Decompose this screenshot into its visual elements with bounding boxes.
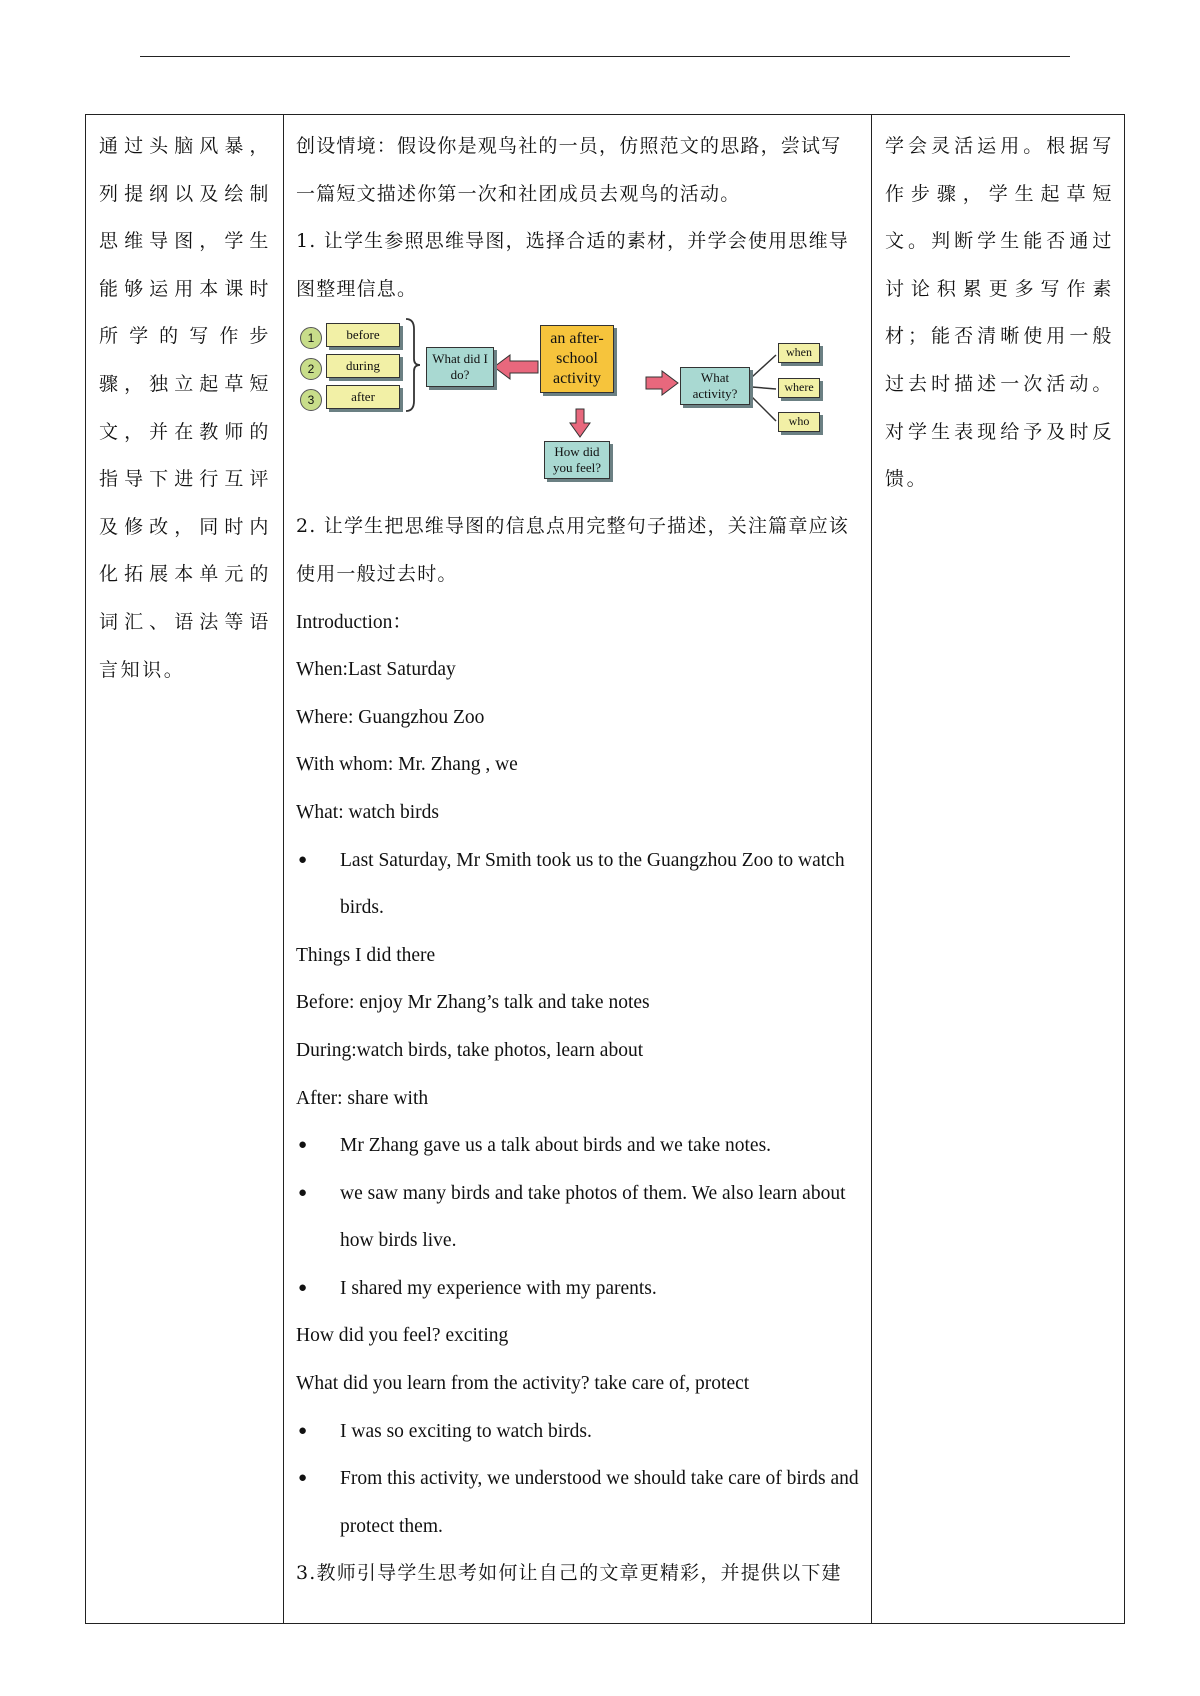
what-line: What: watch birds xyxy=(296,801,439,823)
mm-where: where xyxy=(778,378,820,398)
during-line: During:watch birds, take photos, learn about xyxy=(296,1039,644,1061)
when-line: When:Last Saturday xyxy=(296,659,456,681)
bullet-item: ● Mr Zhang gave us a talk about birds and we take notes. xyxy=(296,1122,861,1170)
brace-connector xyxy=(406,319,420,411)
mm-number-1: 1 xyxy=(300,327,322,349)
bullet-item: ● I was so exciting to watch birds. xyxy=(296,1408,861,1456)
things-heading: Things I did there xyxy=(296,944,436,966)
mm-center-activity: an after-school activity xyxy=(540,325,614,393)
introduction-heading: Introduction： xyxy=(296,611,412,633)
bullet-item: ● I shared my experience with my parents. xyxy=(296,1265,861,1313)
mm-when: when xyxy=(778,343,820,363)
header-rule xyxy=(140,56,1070,57)
evaluation-cell xyxy=(872,115,1124,1623)
objective-text: 通过头脑风暴，列提纲以及绘制思维导图，学生能够运用本课时所学的写作步骤，独立起草短文，并在教师的指导下进行互评及修改，同时内化拓展本单元的词汇、语法等语言知识。 xyxy=(99,135,271,681)
step-3-text: 3.教师引导学生思考如何让自己的文章更精彩，并提供以下建 xyxy=(296,1562,842,1585)
bullet-item: ● Last Saturday, Mr Smith took us to the Guangzhou Zoo to watch birds. xyxy=(296,837,861,932)
activity-cell xyxy=(284,115,872,1623)
learn-line: What did you learn from the activity? take care of, protect xyxy=(296,1373,750,1395)
feel-line: How did you feel? exciting xyxy=(296,1325,509,1347)
line-when xyxy=(752,355,776,377)
mind-map xyxy=(296,313,858,503)
line-who xyxy=(752,397,776,421)
mm-what-did-i-do: What did I do? xyxy=(426,347,494,387)
step-2-text: 2. 让学生把思维导图的信息点用完整句子描述，关注篇章应该使用一般过去时。 xyxy=(296,515,849,585)
scenario-text: 创设情境：假设你是观鸟社的一员，仿照范文的思路，尝试写一篇短文描述你第一次和社团成员去观鸟的活动。 xyxy=(296,135,842,205)
after-line: After: share with xyxy=(296,1087,429,1109)
arrow-right xyxy=(646,371,678,395)
mm-who: who xyxy=(778,412,820,432)
line-where xyxy=(752,387,776,389)
objective-cell xyxy=(86,115,284,1623)
bullet-item: ● From this activity, we understood we should take care of birds and protect them. xyxy=(296,1455,861,1550)
with-whom-line: With whom: Mr. Zhang , we xyxy=(296,754,518,776)
where-line: Where: Guangzhou Zoo xyxy=(296,706,485,728)
lesson-plan-table xyxy=(85,114,1125,1624)
mm-before: before xyxy=(326,323,400,347)
mm-how-did-you-feel: How did you feel? xyxy=(544,441,610,479)
bullet-item: ● we saw many birds and take photos of them. We also learn about how birds live. xyxy=(296,1170,861,1265)
evaluation-text: 学会灵活运用。根据写作步骤，学生起草短文。判断学生能否通过讨论积累更多写作素材；能否清晰使用一般过去时描述一次活动。对学生表现给予及时反馈。 xyxy=(885,135,1114,491)
bullet-dot-icon: ● xyxy=(298,1184,308,1201)
arrow-left xyxy=(494,355,538,379)
bullet-dot-icon: ● xyxy=(298,851,308,868)
mm-during: during xyxy=(326,354,400,378)
step-1-text: 1. 让学生参照思维导图，选择合适的素材，并学会使用思维导图整理信息。 xyxy=(296,230,849,300)
before-line: Before: enjoy Mr Zhang’s talk and take notes xyxy=(296,992,650,1014)
bullet-dot-icon: ● xyxy=(298,1137,308,1154)
mm-after: after xyxy=(326,385,400,409)
bullet-dot-icon: ● xyxy=(298,1422,308,1439)
arrow-down xyxy=(570,409,590,437)
mm-what-activity: What activity? xyxy=(680,367,750,405)
bullet-dot-icon: ● xyxy=(298,1470,308,1487)
bullet-dot-icon: ● xyxy=(298,1279,308,1296)
mm-number-2: 2 xyxy=(300,358,322,380)
mm-number-3: 3 xyxy=(300,389,322,411)
